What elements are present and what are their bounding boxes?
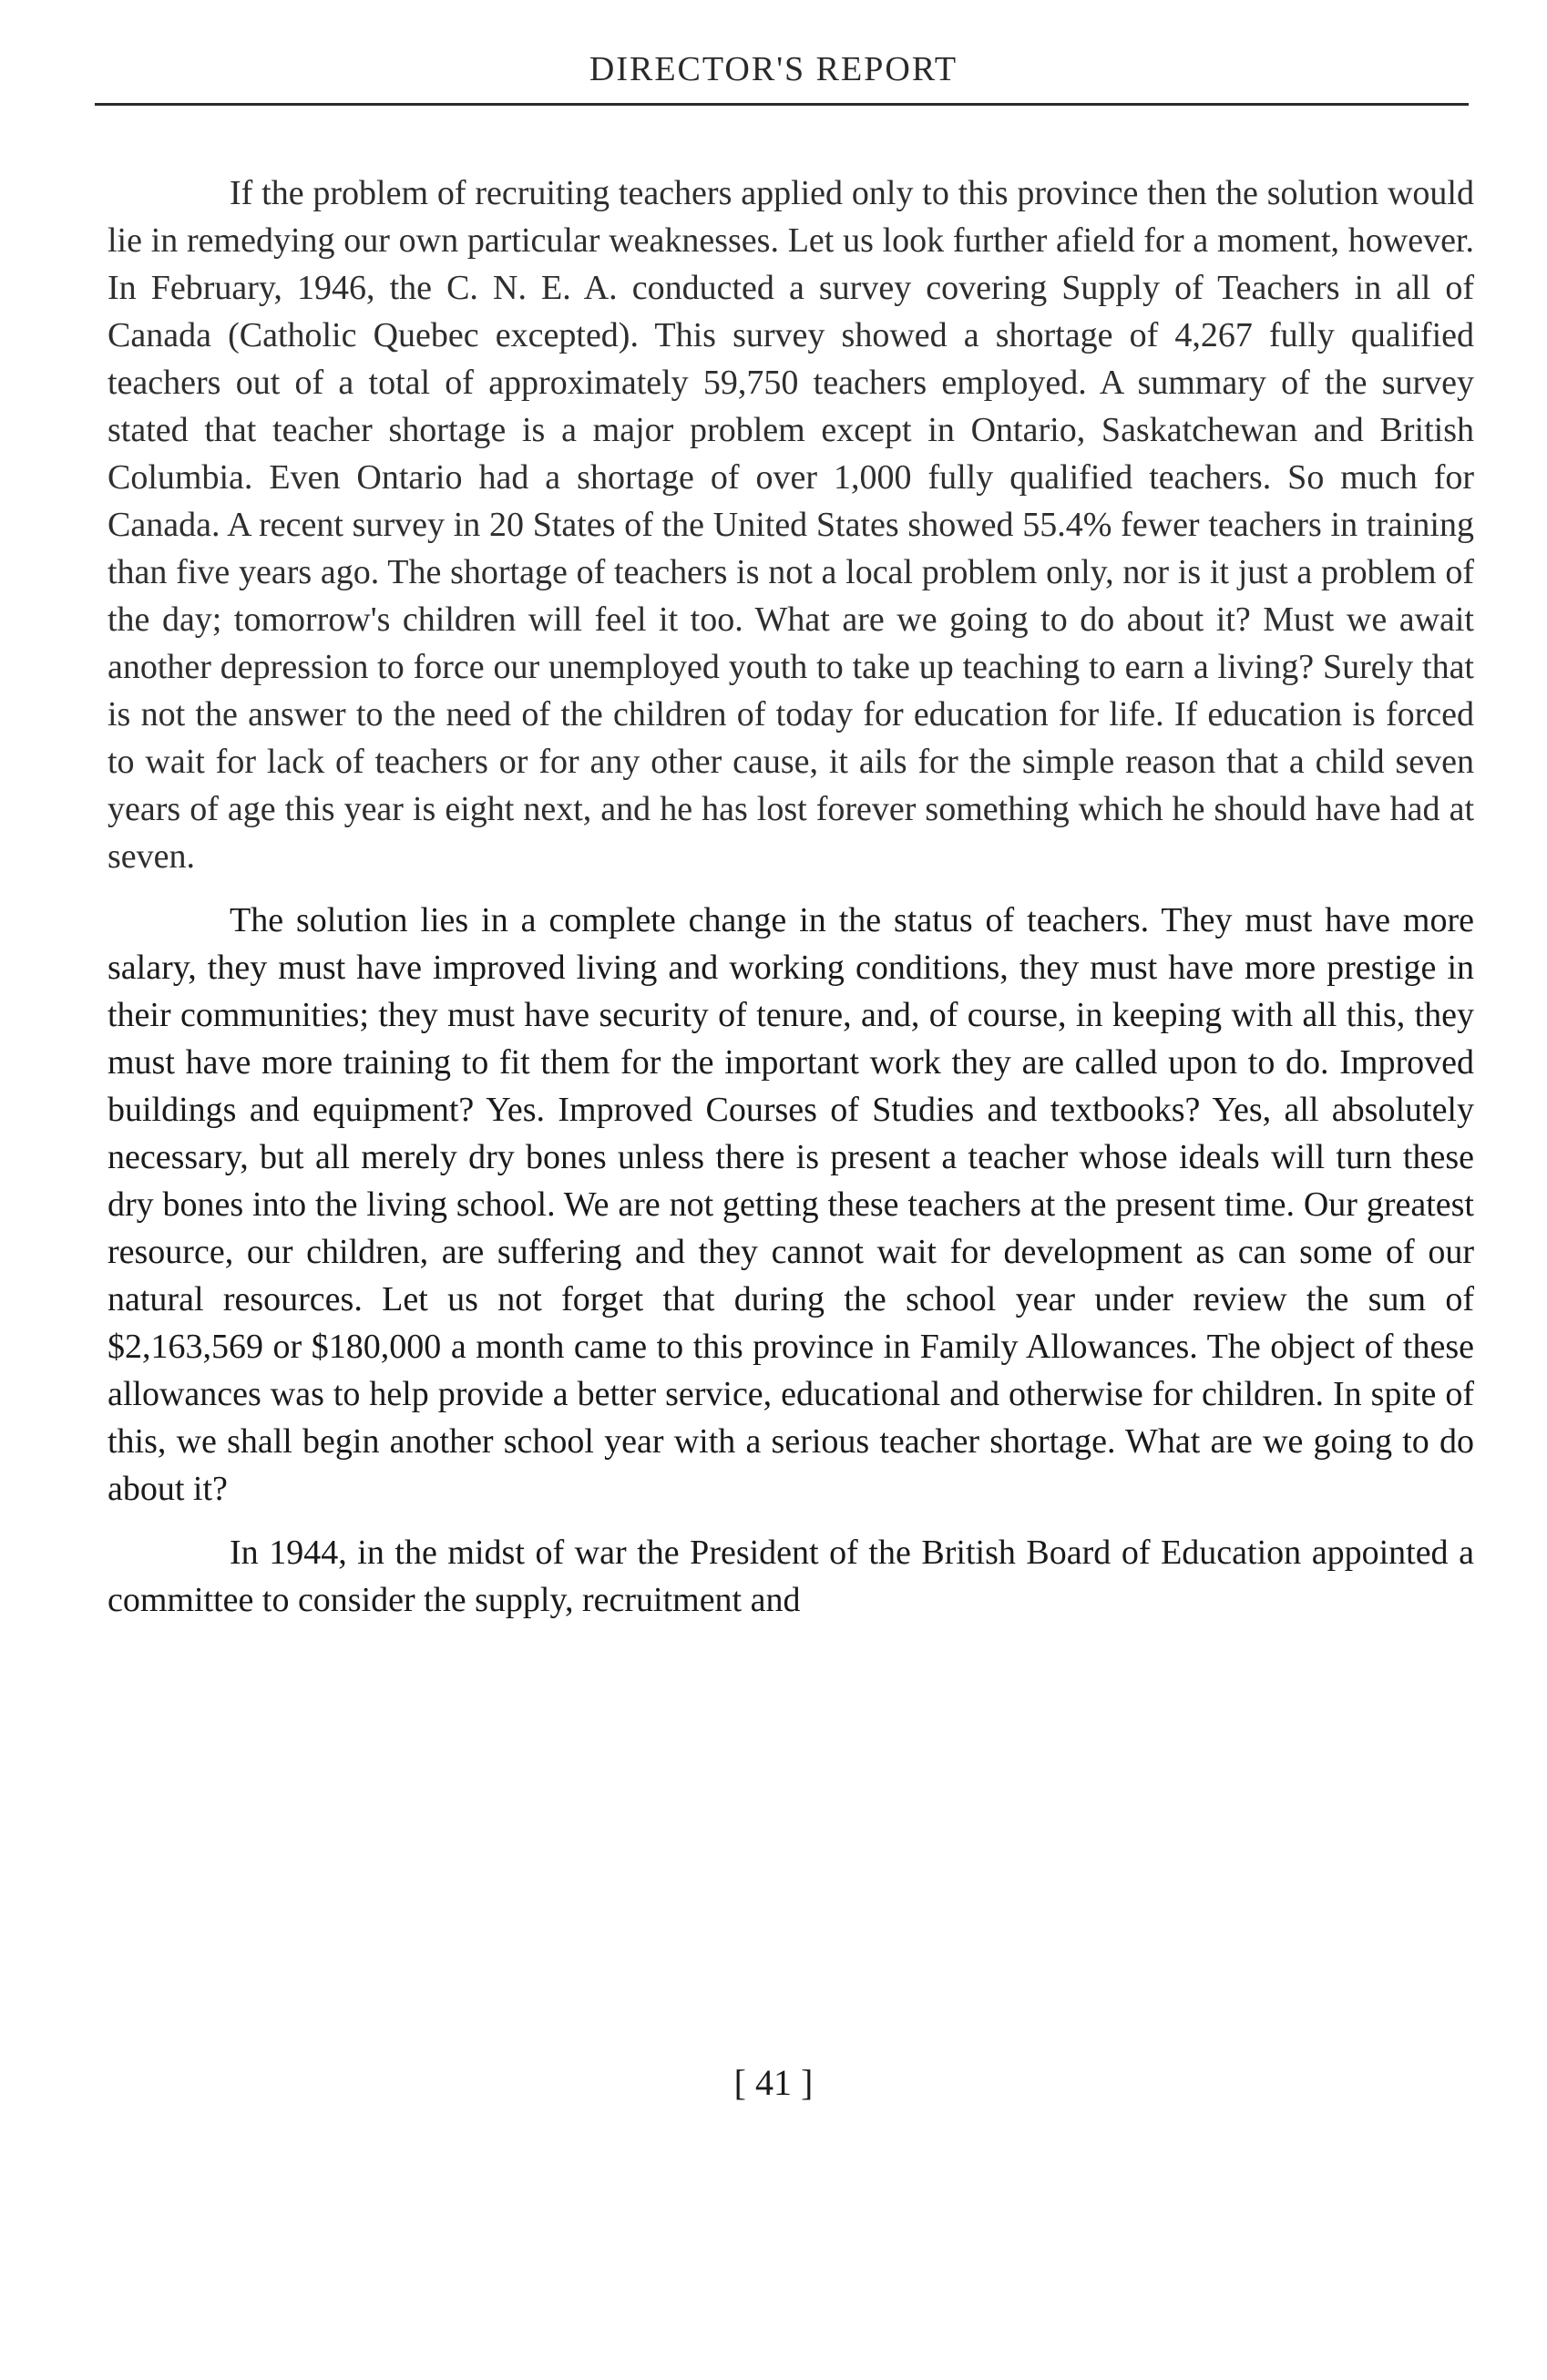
paragraph-status-of-teachers: The solution lies in a complete change in the status of teachers. They must have more salary, they must have improved living and working conditions, they must have more prestige in their communities; they must have security of tenure, and, of course, in keeping with all this, they must have more training to fit them for the important work they are called upon to do. Improved buildings and equipment? Yes. Improved Courses of Studies and textbooks? Yes, all absolutely necessary, but all merely dry bones unless there is present a teacher whose ideals will turn these dry bones into the living school. We are not getting these teachers at the present time. Our greatest resource, our children, are suffering and they cannot wait for development as can some of our natural resources. Let us not forget that during the school year under review the sum of $2,163,569 or $180,000 a month came to this province in Family Allowances. The object of these allowances was to help provide a better service, educational and otherwise for children. In spite of this, we shall begin another school year with a serious teacher shortage. What are we going to do about it? xyxy=(108,901,1474,1508)
paragraph-teacher-shortage: If the problem of recruiting teachers applied only to this province then the solution would lie in remedying our own particular weaknesses. Let us look further afield for a moment, however. In February, 1946, the C. N. E. A. conducted a survey covering Supply of Teachers in all of Canada (Catholic Quebec excepted). This survey showed a shortage of 4,267 fully qualified teachers out of a total of approximately 59,750 teachers employed. A summary of the survey stated that teacher shortage is a major problem except in Ontario, Saskatchewan and British Columbia. Even Ontario had a shortage of over 1,000 fully qualified teachers. So much for Canada. A recent survey in 20 States of the United States showed 55.4% fewer teachers in training than five years ago. The shortage of teachers is not a local problem only, nor is it just a problem of the day; tomorrow's children will feel it too. What are we going to do about it? Must we await another depression to force our unemployed youth to take up teaching to earn a living? Surely that is not the answer to the need of the children of today for education for life. If education is forced to wait for lack of teachers or for any other cause, it ails for the simple reason that a child seven years of age this year is eight next, and he has lost forever something which he should have had at seven. xyxy=(108,174,1474,876)
body-text xyxy=(108,169,1474,1640)
page-number: [ 41 ] xyxy=(733,2062,814,2103)
paragraph-british-committee: In 1944, in the midst of war the President of the British Board of Education appointed a committee to consider the supply, recruitment and xyxy=(108,1534,1474,1619)
running-header: DIRECTOR'S REPORT xyxy=(589,50,958,88)
header-rule xyxy=(95,103,1469,106)
